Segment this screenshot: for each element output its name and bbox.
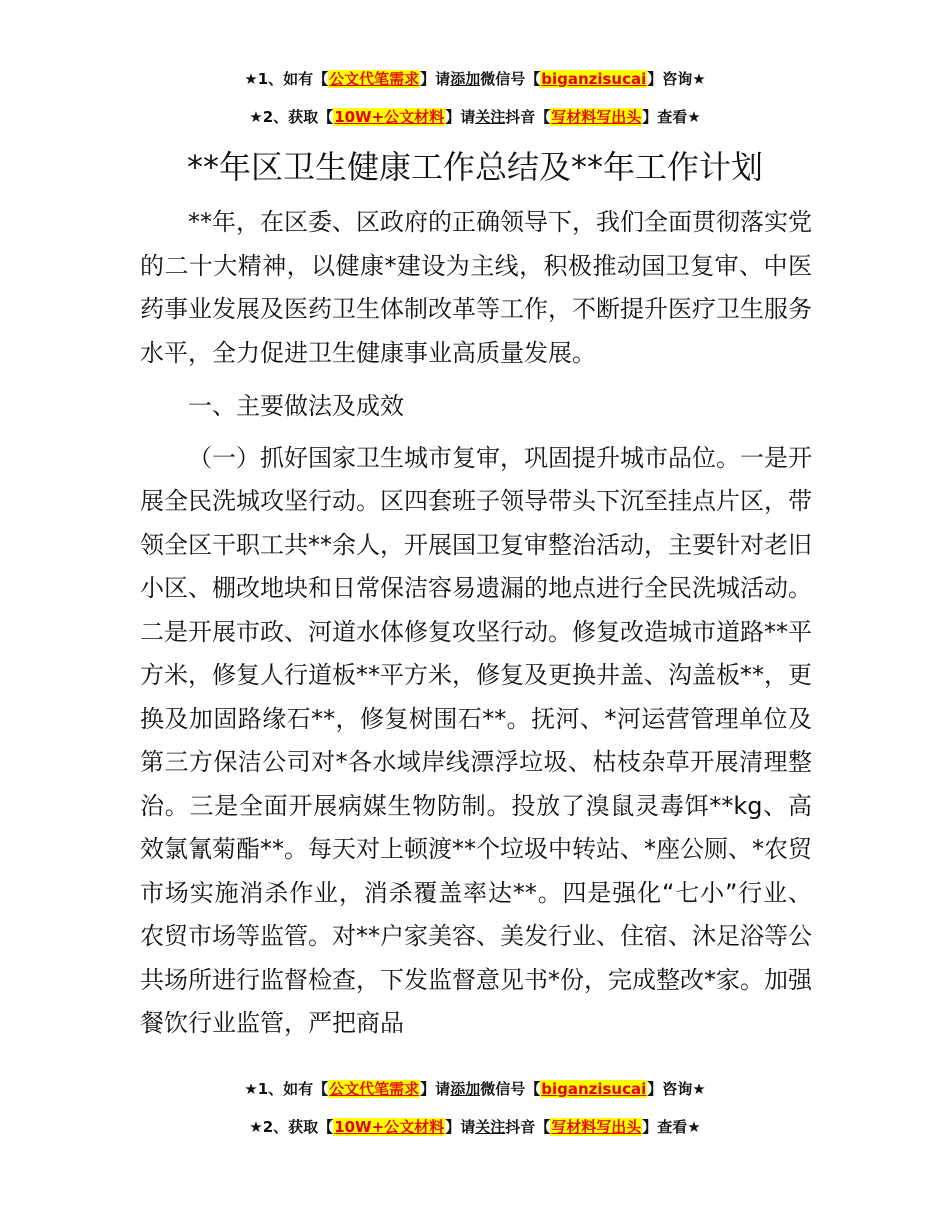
banner-highlight-douyin-id: 写材料写出头 xyxy=(551,1118,642,1136)
banner-text: ★2、获取【 xyxy=(249,108,334,126)
top-banner-line-2 xyxy=(0,106,950,128)
banner-keyword: 添加 xyxy=(450,1080,481,1098)
banner-text: ★1、如有【 xyxy=(244,1080,329,1098)
banner-highlight-materials: 10W+公文材料 xyxy=(334,108,445,126)
banner-text: 】咨询★ xyxy=(647,70,706,88)
banner-keyword: 关注 xyxy=(475,108,506,126)
banner-highlight-service: 公文代笔需求 xyxy=(329,1080,420,1098)
banner-text: 微信号【 xyxy=(480,70,541,88)
intro-paragraph: **年，在区委、区政府的正确领导下，我们全面贯彻落实党的二十大精神，以健康*建设为主线，积极推动国卫复审、中医药事业发展及医药卫生体制改革等工作，不断提升医疗卫生服务水平，全力促进卫生健康事业高质量发展。 xyxy=(140,208,812,367)
banner-text: 抖音【 xyxy=(505,1118,551,1136)
bottom-banner-line-1 xyxy=(0,1078,950,1100)
banner-text: 微信号【 xyxy=(480,1080,541,1098)
banner-text: 抖音【 xyxy=(505,108,551,126)
banner-highlight-douyin-id: 写材料写出头 xyxy=(551,108,642,126)
banner-keyword: 关注 xyxy=(475,1118,506,1136)
banner-highlight-wechat-id: biganzisucai xyxy=(541,70,647,88)
banner-text: 】查看★ xyxy=(642,1118,701,1136)
body-paragraph: （一）抓好国家卫生城市复审，巩固提升城市品位。一是开展全民洗城攻坚行动。区四套班子领导带头下沉至挂点片区，带领全区干职工共**余人，开展国卫复审整治活动，主要针对老旧小区、棚改地块和日常保洁容易遗漏的地点进行全民洗城活动。二是开展市政、河道水体修复攻坚行动。修复改造城市道路**平方米，修复人行道板**平方米，修复及更换井盖、沟盖板**，更换及加固路缘石**，修复树围石**。抚河、*河运营管理单位及第三方保洁公司对*各水域岸线漂浮垃圾、枯枝杂草开展清理整治。三是全面开展病媒生物防制。投放了溴鼠灵毒饵**kg、高效氯氰菊酯**。每天对上顿渡**个垃圾中转站、*座公厕、*农贸市场实施消杀作业，消杀覆盖率达**。四是强化“七小”行业、农贸市场等监管。对**户家美容、美发行业、住宿、沐足浴等公共场所进行监督检查，下发监督意见书*份，完成整改*家。加强餐饮行业监管，严把商品 xyxy=(140,443,812,1037)
banner-text: ★1、如有【 xyxy=(244,70,329,88)
banner-text: 】查看★ xyxy=(642,108,701,126)
section-heading: 一、主要做法及成效 xyxy=(188,392,404,420)
document-body xyxy=(140,201,812,1046)
banner-highlight-wechat-id: biganzisucai xyxy=(541,1080,647,1098)
banner-text: 】咨询★ xyxy=(647,1080,706,1098)
banner-text: 】请 xyxy=(445,108,476,126)
bottom-banner-line-2 xyxy=(0,1116,950,1138)
top-banner-line-1 xyxy=(0,68,950,90)
banner-text: 】请 xyxy=(420,1080,451,1098)
banner-highlight-service: 公文代笔需求 xyxy=(329,70,420,88)
banner-highlight-materials: 10W+公文材料 xyxy=(334,1118,445,1136)
banner-text: 】请 xyxy=(420,70,451,88)
banner-keyword: 添加 xyxy=(450,70,481,88)
banner-text: 】请 xyxy=(445,1118,476,1136)
document-title: **年区卫生健康工作总结及**年工作计划 xyxy=(186,148,763,186)
banner-text: ★2、获取【 xyxy=(249,1118,334,1136)
